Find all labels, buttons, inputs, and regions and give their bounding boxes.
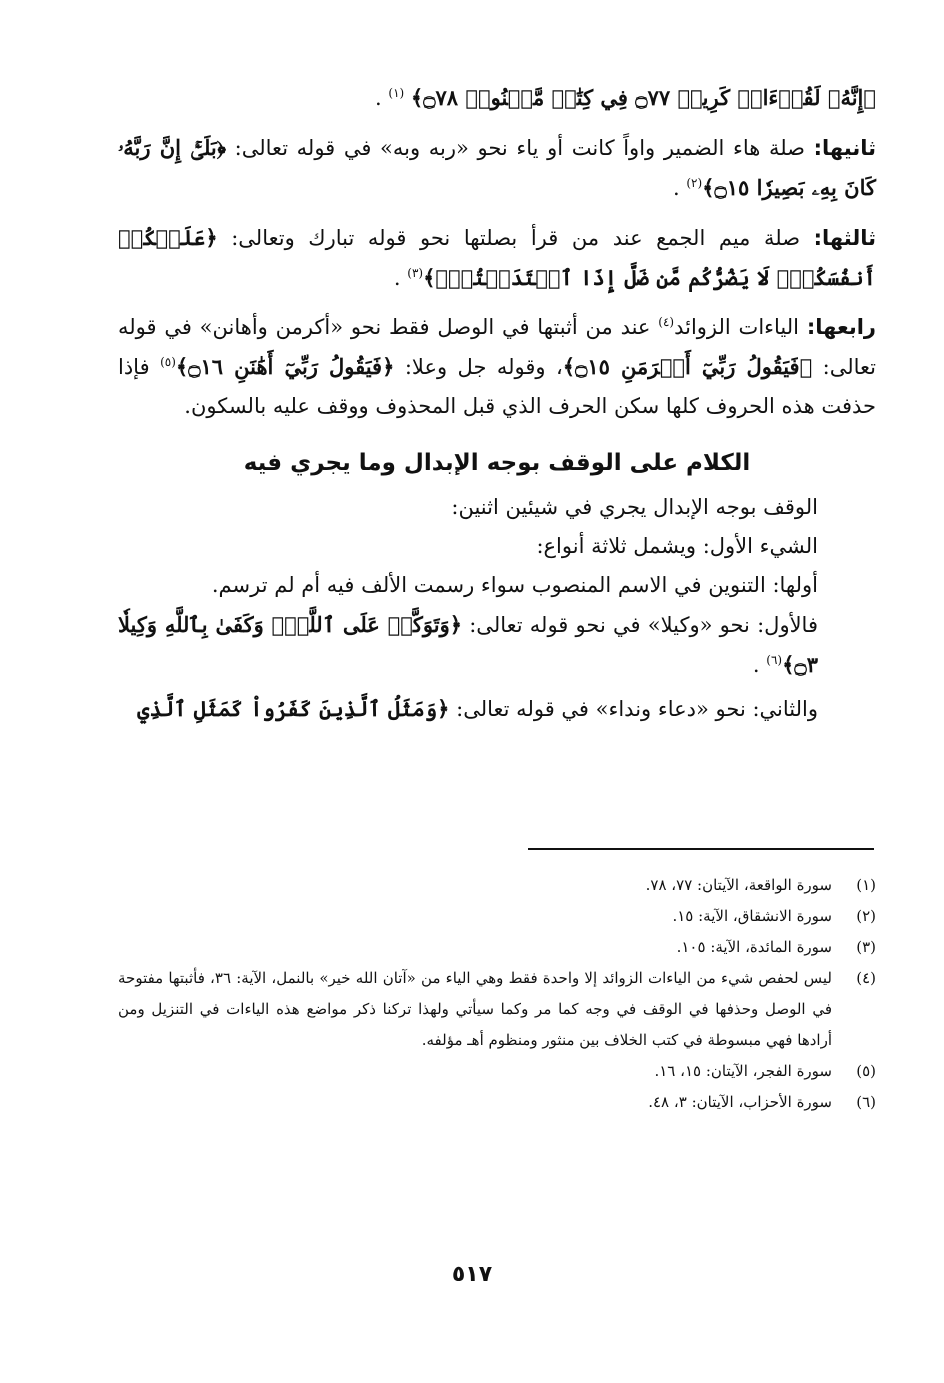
footnote-text: سورة الفجر، الآيتان: ١٥، ١٦. [654,1062,832,1080]
footnotes [118,870,876,1118]
footnote-item [118,1056,876,1087]
footnote-text: سورة الأحزاب، الآيتان: ٣، ٤٨. [648,1093,832,1111]
footnote-item [118,963,876,1056]
punct: . [393,266,401,290]
page-number: ٥١٧ [451,1262,493,1287]
page-body [118,78,876,729]
footnote-ref: (٢) [686,176,703,190]
quran-quote: ﴿إِنَّهُۥ لَقُرۡءَانٞ كَرِيمٞ ۝٧٧ فِي كِتَٰبٖ مَّكۡنُونٖ ۝٧٨﴾ [410,85,876,110]
footnote-ref: (٣) [407,266,424,280]
quran-quote: ﴿وَمَثَلُ ٱلَّذِينَ كَفَرُواْ كَمَثَلِ ٱلَّذِي [137,696,450,721]
footnote-item [118,1087,876,1118]
paragraph-verse-waqiah [118,78,876,118]
paragraph-text: صلة هاء الضمير واواً كانت أو ياء نحو «ربه وبه» في قوله تعالى: [226,136,814,160]
section-line: أولها: التنوين في الاسم المنصوب سواء رسمت الألف فيه أم لم ترسم. [211,573,818,597]
paragraph-second [118,128,876,208]
section-line: الشيء الأول: ويشمل ثلاثة أنواع: [536,534,818,558]
section-paragraph-second-type [118,689,876,729]
punct: . [752,653,760,677]
footnote-text: سورة المائدة، الآية: ١٠٥. [676,938,832,956]
footnote-text: سورة الانشقاق، الآية: ١٥. [672,907,832,925]
footnote-number: (١) [856,876,876,894]
footnote-divider [528,848,874,850]
paragraph-text: صلة ميم الجمع عند من قرأ بصلتها نحو قوله تبارك وتعالى: [217,226,814,250]
paragraph-text: عند من أثبتها في الوصل فقط نحو «أكرمن وأهانن» في قوله تعالى: [118,315,876,379]
footnote-ref: (٤) [658,315,675,329]
quran-quote: ﴿فَيَقُولُ رَبِّيٓ أَكۡرَمَنِ ۝١٥﴾ [562,354,813,379]
section-line: الوقف بوجه الإبدال يجري في شيئين اثنين: [451,495,818,519]
paragraph-text: الياءات الزوائد [674,315,807,339]
punct: . [375,86,382,110]
footnote-ref: (١) [388,86,405,100]
paragraph-fourth [118,308,876,426]
footnote-item [118,901,876,932]
footnote-number: (٢) [856,907,876,925]
paragraph-third [118,218,876,298]
paragraph-text: ، وقوله جل وعلا: [394,355,563,379]
footnote-text: سورة الواقعة، الآيتان: ٧٧، ٧٨. [645,876,832,894]
paragraph-text: فالأول: نحو «وكيلا» في نحو قوله تعالى: [462,613,818,637]
quran-quote: ﴿وَتَوَكَّلۡ عَلَى ٱللَّهِۚ وَكَفَىٰ بِٱللَّهِ وَكِيلٗا ۝٣﴾ [118,612,818,677]
paragraph-lead: رابعها: [806,315,876,339]
paragraph-text: والثاني: نحو «دعاء ونداء» في قوله تعالى: [449,697,818,721]
quran-quote: ﴿بَلَىٰٓۚ إِنَّ رَبَّهُۥ كَانَ بِهِۦ بَصِيرٗا ۝١٥﴾ [118,135,876,200]
footnote-item [118,870,876,901]
footnote-ref: (٦) [766,653,783,667]
section-paragraph-first-type [118,605,876,685]
footnote-number: (٦) [856,1093,876,1111]
footnote-item [118,932,876,963]
paragraph-lead: ثالثها: [813,226,876,250]
footnote-number: (٥) [856,1062,876,1080]
footnote-number: (٣) [856,938,876,956]
quran-quote: ﴿عَلَيۡكُمۡ أَنفُسَكُمۡۖ لَا يَضُرُّكُم مَّن ضَلَّ إِذَا ٱهۡتَدَيۡتُمۡۚ﴾ [118,225,876,290]
section-heading: الكلام على الوقف بوجه الإبدال وما يجري فيه [243,450,751,476]
footnote-number: (٤) [856,969,876,987]
quran-quote: ﴿فَيَقُولُ رَبِّيٓ أَهَٰنَنِ ۝١٦﴾ [175,354,395,379]
punct: . [672,176,680,200]
footnote-text: ليس لحفص شيء من الياءات الزوائد إلا واحدة فقط وهي الياء من «آتان الله خير» بالنمل، الآية: ٣٦، فأثبتها مفتوحة في الوصل وحذفها في الوقف في وجه كما مر وكما سيأتي ولهذا تركنا ذكر مواضع هذه الياءات في التنزيل ومن أرادها فهي مبسوطة في كتب الخلاف بين منثور ومنظوم أهـ مؤلفه. [118,969,832,1049]
paragraph-text: فإذا حذفت هذه الحروف كلها سكن الحرف الذي قبل المحذوف ووقف عليه بالسكون. [118,355,876,418]
paragraph-lead: ثانيها: [813,136,876,160]
footnote-ref: (٥) [160,355,176,369]
